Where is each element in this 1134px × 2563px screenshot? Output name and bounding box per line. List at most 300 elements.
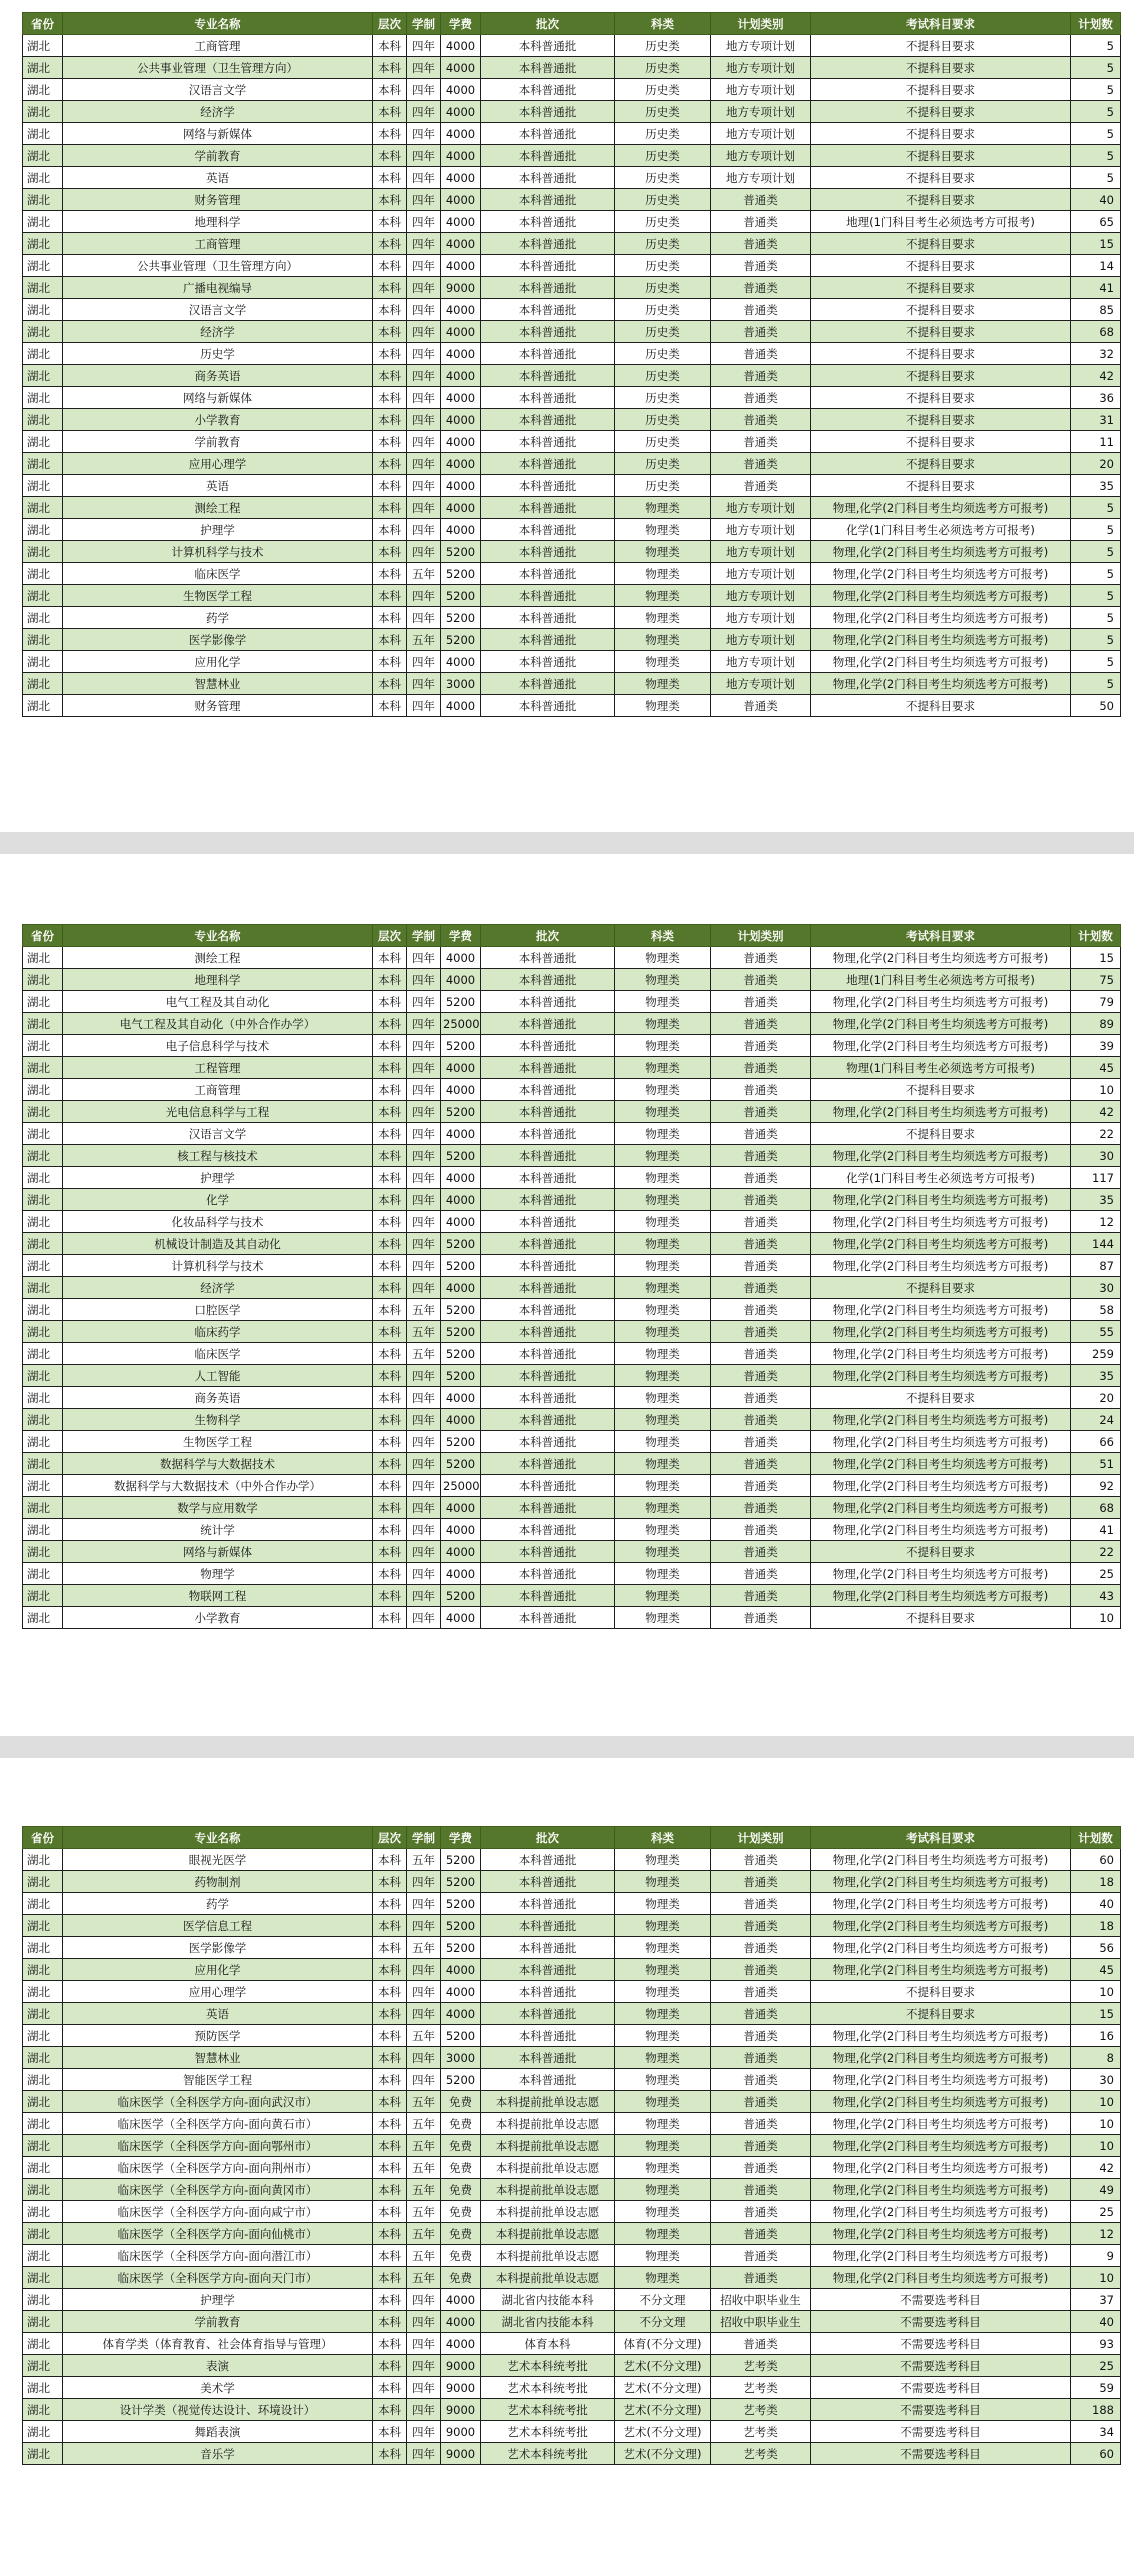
cell-plan-category: 普通类 <box>711 475 811 497</box>
cell-subject-category: 物理类 <box>615 673 711 695</box>
cell-province: 湖北 <box>23 1321 63 1343</box>
cell-major-name: 药学 <box>63 1893 373 1915</box>
cell-province: 湖北 <box>23 563 63 585</box>
cell-major-name: 汉语言文学 <box>63 1123 373 1145</box>
table-row <box>23 519 1121 541</box>
cell-major-name: 美术学 <box>63 2377 373 2399</box>
cell-subject-category: 物理类 <box>615 1475 711 1497</box>
cell-plan-count: 9 <box>1071 2245 1121 2267</box>
cell-province: 湖北 <box>23 2179 63 2201</box>
cell-exam-subject-requirement: 物理,化学(2门科目考生均须选考方可报考) <box>811 2157 1071 2179</box>
cell-province: 湖北 <box>23 1277 63 1299</box>
cell-duration: 四年 <box>407 1893 441 1915</box>
cell-province: 湖北 <box>23 1167 63 1189</box>
cell-duration: 四年 <box>407 1123 441 1145</box>
cell-major-name: 英语 <box>63 475 373 497</box>
cell-plan-category: 普通类 <box>711 1981 811 2003</box>
cell-subject-category: 物理类 <box>615 1959 711 1981</box>
cell-level: 本科 <box>373 1233 407 1255</box>
cell-plan-count: 10 <box>1071 1981 1121 2003</box>
cell-major-name: 临床医学 <box>63 1343 373 1365</box>
cell-tuition: 4000 <box>441 365 481 387</box>
cell-major-name: 小学教育 <box>63 1607 373 1629</box>
cell-plan-count: 5 <box>1071 167 1121 189</box>
cell-plan-count: 5 <box>1071 651 1121 673</box>
cell-major-name: 应用心理学 <box>63 453 373 475</box>
cell-subject-category: 物理类 <box>615 629 711 651</box>
cell-plan-category: 普通类 <box>711 1541 811 1563</box>
cell-province: 湖北 <box>23 299 63 321</box>
cell-major-name: 数据科学与大数据技术 <box>63 1453 373 1475</box>
cell-batch: 湖北省内技能本科 <box>481 2311 615 2333</box>
cell-duration: 四年 <box>407 453 441 475</box>
cell-exam-subject-requirement: 不提科目要求 <box>811 79 1071 101</box>
cell-major-name: 学前教育 <box>63 2311 373 2333</box>
cell-plan-category: 普通类 <box>711 387 811 409</box>
cell-tuition: 免费 <box>441 2223 481 2245</box>
cell-exam-subject-requirement: 物理(1门科目考生必须选考方可报考) <box>811 1057 1071 1079</box>
cell-exam-subject-requirement: 化学(1门科目考生必须选考方可报考) <box>811 1167 1071 1189</box>
cell-subject-category: 物理类 <box>615 1893 711 1915</box>
cell-duration: 四年 <box>407 233 441 255</box>
cell-province: 湖北 <box>23 1123 63 1145</box>
cell-subject-category: 历史类 <box>615 79 711 101</box>
cell-level: 本科 <box>373 1475 407 1497</box>
cell-province: 湖北 <box>23 277 63 299</box>
cell-major-name: 医学影像学 <box>63 629 373 651</box>
cell-plan-category: 普通类 <box>711 1343 811 1365</box>
cell-plan-category: 普通类 <box>711 1101 811 1123</box>
cell-batch: 本科普通批 <box>481 343 615 365</box>
cell-exam-subject-requirement: 物理,化学(2门科目考生均须选考方可报考) <box>811 2047 1071 2069</box>
cell-level: 本科 <box>373 365 407 387</box>
cell-plan-count: 35 <box>1071 1189 1121 1211</box>
cell-duration: 四年 <box>407 1057 441 1079</box>
cell-batch: 本科普通批 <box>481 1937 615 1959</box>
cell-batch: 本科普通批 <box>481 1387 615 1409</box>
cell-plan-category: 普通类 <box>711 2333 811 2355</box>
cell-tuition: 免费 <box>441 2267 481 2289</box>
column-header-level: 层次 <box>373 925 407 947</box>
cell-plan-category: 地方专项计划 <box>711 519 811 541</box>
cell-major-name: 智慧林业 <box>63 2047 373 2069</box>
cell-major-name: 音乐学 <box>63 2443 373 2465</box>
table-row <box>23 1189 1121 1211</box>
cell-major-name: 经济学 <box>63 321 373 343</box>
page-separator <box>0 1736 1134 1758</box>
page-separator <box>0 832 1134 854</box>
cell-plan-count: 18 <box>1071 1915 1121 1937</box>
cell-tuition: 4000 <box>441 211 481 233</box>
cell-plan-category: 普通类 <box>711 2201 811 2223</box>
cell-plan-count: 24 <box>1071 1409 1121 1431</box>
cell-level: 本科 <box>373 563 407 585</box>
cell-plan-count: 18 <box>1071 1871 1121 1893</box>
cell-tuition: 25000 <box>441 1013 481 1035</box>
cell-major-name: 商务英语 <box>63 365 373 387</box>
cell-major-name: 应用化学 <box>63 1959 373 1981</box>
cell-province: 湖北 <box>23 991 63 1013</box>
table-row <box>23 1233 1121 1255</box>
cell-exam-subject-requirement: 不提科目要求 <box>811 1541 1071 1563</box>
cell-major-name: 小学教育 <box>63 409 373 431</box>
cell-tuition: 5200 <box>441 2025 481 2047</box>
cell-province: 湖北 <box>23 453 63 475</box>
cell-batch: 本科提前批单设志愿 <box>481 2223 615 2245</box>
cell-tuition: 5200 <box>441 1101 481 1123</box>
cell-province: 湖北 <box>23 409 63 431</box>
cell-duration: 四年 <box>407 167 441 189</box>
cell-subject-category: 历史类 <box>615 277 711 299</box>
cell-duration: 四年 <box>407 2069 441 2091</box>
cell-tuition: 4000 <box>441 35 481 57</box>
cell-duration: 四年 <box>407 1541 441 1563</box>
cell-level: 本科 <box>373 277 407 299</box>
cell-level: 本科 <box>373 1123 407 1145</box>
cell-subject-category: 物理类 <box>615 1299 711 1321</box>
cell-plan-count: 58 <box>1071 1299 1121 1321</box>
cell-province: 湖北 <box>23 519 63 541</box>
cell-plan-count: 30 <box>1071 1145 1121 1167</box>
cell-subject-category: 物理类 <box>615 1541 711 1563</box>
cell-subject-category: 艺术(不分文理) <box>615 2443 711 2465</box>
cell-plan-count: 5 <box>1071 35 1121 57</box>
cell-level: 本科 <box>373 1299 407 1321</box>
cell-plan-count: 5 <box>1071 497 1121 519</box>
table-row <box>23 1079 1121 1101</box>
cell-duration: 五年 <box>407 2223 441 2245</box>
cell-batch: 本科普通批 <box>481 277 615 299</box>
cell-level: 本科 <box>373 497 407 519</box>
column-header-tuition: 学费 <box>441 13 481 35</box>
cell-batch: 本科普通批 <box>481 1013 615 1035</box>
cell-duration: 四年 <box>407 1431 441 1453</box>
cell-batch: 本科提前批单设志愿 <box>481 2135 615 2157</box>
table-row <box>23 541 1121 563</box>
cell-major-name: 汉语言文学 <box>63 79 373 101</box>
cell-plan-count: 25 <box>1071 2355 1121 2377</box>
cell-batch: 本科普通批 <box>481 57 615 79</box>
cell-major-name: 计算机科学与技术 <box>63 1255 373 1277</box>
table-row <box>23 1255 1121 1277</box>
cell-subject-category: 历史类 <box>615 35 711 57</box>
cell-plan-count: 16 <box>1071 2025 1121 2047</box>
cell-province: 湖北 <box>23 1541 63 1563</box>
table-row <box>23 1321 1121 1343</box>
table-row <box>23 1475 1121 1497</box>
cell-batch: 本科普通批 <box>481 1321 615 1343</box>
table-row <box>23 2135 1121 2157</box>
cell-plan-category: 普通类 <box>711 1365 811 1387</box>
table-row <box>23 1299 1121 1321</box>
cell-plan-category: 普通类 <box>711 1211 811 1233</box>
cell-level: 本科 <box>373 2003 407 2025</box>
table-row <box>23 2399 1121 2421</box>
cell-province: 湖北 <box>23 321 63 343</box>
cell-province: 湖北 <box>23 2245 63 2267</box>
cell-plan-category: 普通类 <box>711 2025 811 2047</box>
cell-tuition: 4000 <box>441 233 481 255</box>
table-row <box>23 1453 1121 1475</box>
cell-level: 本科 <box>373 541 407 563</box>
cell-batch: 本科普通批 <box>481 1981 615 2003</box>
cell-tuition: 4000 <box>441 2003 481 2025</box>
cell-plan-category: 普通类 <box>711 2113 811 2135</box>
cell-exam-subject-requirement: 不提科目要求 <box>811 145 1071 167</box>
cell-subject-category: 物理类 <box>615 1211 711 1233</box>
cell-duration: 四年 <box>407 2399 441 2421</box>
cell-major-name: 预防医学 <box>63 2025 373 2047</box>
cell-plan-count: 14 <box>1071 255 1121 277</box>
cell-plan-category: 普通类 <box>711 695 811 717</box>
cell-duration: 五年 <box>407 1343 441 1365</box>
cell-duration: 四年 <box>407 607 441 629</box>
cell-plan-category: 地方专项计划 <box>711 651 811 673</box>
cell-province: 湖北 <box>23 211 63 233</box>
cell-major-name: 统计学 <box>63 1519 373 1541</box>
cell-province: 湖北 <box>23 167 63 189</box>
cell-subject-category: 物理类 <box>615 1849 711 1871</box>
cell-province: 湖北 <box>23 651 63 673</box>
cell-exam-subject-requirement: 物理,化学(2门科目考生均须选考方可报考) <box>811 1233 1071 1255</box>
cell-level: 本科 <box>373 1959 407 1981</box>
cell-subject-category: 历史类 <box>615 101 711 123</box>
cell-plan-category: 普通类 <box>711 1607 811 1629</box>
cell-province: 湖北 <box>23 1057 63 1079</box>
cell-plan-count: 41 <box>1071 1519 1121 1541</box>
cell-plan-category: 地方专项计划 <box>711 57 811 79</box>
cell-level: 本科 <box>373 1607 407 1629</box>
cell-tuition: 5200 <box>441 1343 481 1365</box>
cell-province: 湖北 <box>23 431 63 453</box>
cell-plan-count: 85 <box>1071 299 1121 321</box>
cell-subject-category: 物理类 <box>615 1233 711 1255</box>
cell-subject-category: 物理类 <box>615 1013 711 1035</box>
cell-tuition: 4000 <box>441 1409 481 1431</box>
table-row <box>23 2003 1121 2025</box>
table-row <box>23 189 1121 211</box>
cell-plan-count: 45 <box>1071 1959 1121 1981</box>
cell-province: 湖北 <box>23 2311 63 2333</box>
cell-subject-category: 物理类 <box>615 1343 711 1365</box>
cell-batch: 本科普通批 <box>481 145 615 167</box>
cell-plan-category: 普通类 <box>711 2135 811 2157</box>
cell-batch: 本科普通批 <box>481 969 615 991</box>
cell-duration: 四年 <box>407 1519 441 1541</box>
cell-exam-subject-requirement: 不提科目要求 <box>811 343 1071 365</box>
cell-plan-count: 5 <box>1071 607 1121 629</box>
cell-major-name: 生物医学工程 <box>63 1431 373 1453</box>
cell-level: 本科 <box>373 2113 407 2135</box>
cell-subject-category: 物理类 <box>615 1871 711 1893</box>
cell-tuition: 5200 <box>441 1871 481 1893</box>
cell-plan-count: 75 <box>1071 969 1121 991</box>
cell-exam-subject-requirement: 物理,化学(2门科目考生均须选考方可报考) <box>811 1321 1071 1343</box>
cell-province: 湖北 <box>23 1233 63 1255</box>
cell-province: 湖北 <box>23 2223 63 2245</box>
cell-subject-category: 体育(不分文理) <box>615 2333 711 2355</box>
cell-exam-subject-requirement: 物理,化学(2门科目考生均须选考方可报考) <box>811 1453 1071 1475</box>
table-header-row <box>23 925 1121 947</box>
column-header-province: 省份 <box>23 13 63 35</box>
cell-duration: 四年 <box>407 101 441 123</box>
cell-major-name: 工程管理 <box>63 1057 373 1079</box>
cell-province: 湖北 <box>23 1409 63 1431</box>
cell-major-name: 化妆品科学与技术 <box>63 1211 373 1233</box>
cell-plan-category: 普通类 <box>711 1189 811 1211</box>
cell-plan-category: 普通类 <box>711 343 811 365</box>
cell-tuition: 免费 <box>441 2201 481 2223</box>
cell-subject-category: 历史类 <box>615 431 711 453</box>
cell-tuition: 免费 <box>441 2113 481 2135</box>
cell-level: 本科 <box>373 607 407 629</box>
cell-duration: 四年 <box>407 321 441 343</box>
cell-batch: 本科普通批 <box>481 365 615 387</box>
table-row <box>23 991 1121 1013</box>
cell-batch: 本科普通批 <box>481 79 615 101</box>
table-row <box>23 1915 1121 1937</box>
cell-plan-category: 普通类 <box>711 189 811 211</box>
cell-subject-category: 物理类 <box>615 1453 711 1475</box>
cell-subject-category: 物理类 <box>615 969 711 991</box>
table-row <box>23 2091 1121 2113</box>
cell-major-name: 智能医学工程 <box>63 2069 373 2091</box>
cell-level: 本科 <box>373 387 407 409</box>
table-row <box>23 695 1121 717</box>
cell-major-name: 舞蹈表演 <box>63 2421 373 2443</box>
cell-tuition: 4000 <box>441 1277 481 1299</box>
cell-province: 湖北 <box>23 1387 63 1409</box>
column-header-exam-subject-requirement: 考试科目要求 <box>811 925 1071 947</box>
cell-exam-subject-requirement: 不提科目要求 <box>811 409 1071 431</box>
cell-duration: 四年 <box>407 1013 441 1035</box>
cell-province: 湖北 <box>23 2025 63 2047</box>
cell-level: 本科 <box>373 2245 407 2267</box>
cell-level: 本科 <box>373 1167 407 1189</box>
cell-exam-subject-requirement: 物理,化学(2门科目考生均须选考方可报考) <box>811 1255 1071 1277</box>
cell-batch: 本科普通批 <box>481 585 615 607</box>
table-row <box>23 2179 1121 2201</box>
cell-tuition: 5200 <box>441 1255 481 1277</box>
cell-tuition: 4000 <box>441 299 481 321</box>
cell-level: 本科 <box>373 1057 407 1079</box>
cell-level: 本科 <box>373 35 407 57</box>
cell-subject-category: 历史类 <box>615 453 711 475</box>
cell-level: 本科 <box>373 673 407 695</box>
cell-plan-category: 普通类 <box>711 1387 811 1409</box>
cell-tuition: 5200 <box>441 1849 481 1871</box>
cell-province: 湖北 <box>23 2201 63 2223</box>
cell-tuition: 5200 <box>441 991 481 1013</box>
cell-tuition: 4000 <box>441 1519 481 1541</box>
cell-duration: 四年 <box>407 585 441 607</box>
cell-batch: 本科普通批 <box>481 1849 615 1871</box>
cell-province: 湖北 <box>23 629 63 651</box>
cell-batch: 本科普通批 <box>481 1365 615 1387</box>
cell-duration: 四年 <box>407 1365 441 1387</box>
cell-exam-subject-requirement: 不提科目要求 <box>811 255 1071 277</box>
cell-tuition: 4000 <box>441 497 481 519</box>
cell-exam-subject-requirement: 物理,化学(2门科目考生均须选考方可报考) <box>811 2091 1071 2113</box>
cell-tuition: 4000 <box>441 651 481 673</box>
cell-plan-category: 普通类 <box>711 431 811 453</box>
cell-major-name: 公共事业管理（卫生管理方向） <box>63 57 373 79</box>
table-row <box>23 629 1121 651</box>
cell-tuition: 4000 <box>441 475 481 497</box>
cell-batch: 本科普通批 <box>481 629 615 651</box>
cell-subject-category: 物理类 <box>615 2025 711 2047</box>
cell-duration: 四年 <box>407 1981 441 2003</box>
cell-duration: 四年 <box>407 431 441 453</box>
cell-plan-category: 普通类 <box>711 1453 811 1475</box>
cell-batch: 本科提前批单设志愿 <box>481 2179 615 2201</box>
column-header-subject-category: 科类 <box>615 925 711 947</box>
cell-exam-subject-requirement: 不提科目要求 <box>811 57 1071 79</box>
table-row <box>23 233 1121 255</box>
cell-exam-subject-requirement: 物理,化学(2门科目考生均须选考方可报考) <box>811 2113 1071 2135</box>
cell-tuition: 4000 <box>441 1387 481 1409</box>
cell-plan-category: 普通类 <box>711 277 811 299</box>
cell-exam-subject-requirement: 不提科目要求 <box>811 475 1071 497</box>
cell-plan-category: 招收中职毕业生 <box>711 2311 811 2333</box>
cell-tuition: 4000 <box>441 2289 481 2311</box>
cell-subject-category: 物理类 <box>615 2113 711 2135</box>
cell-province: 湖北 <box>23 2069 63 2091</box>
cell-subject-category: 物理类 <box>615 1167 711 1189</box>
table-row <box>23 365 1121 387</box>
cell-level: 本科 <box>373 1145 407 1167</box>
cell-province: 湖北 <box>23 475 63 497</box>
cell-duration: 五年 <box>407 2201 441 2223</box>
cell-province: 湖北 <box>23 343 63 365</box>
cell-level: 本科 <box>373 2399 407 2421</box>
cell-batch: 湖北省内技能本科 <box>481 2289 615 2311</box>
cell-plan-category: 地方专项计划 <box>711 563 811 585</box>
cell-province: 湖北 <box>23 1915 63 1937</box>
table-row <box>23 2377 1121 2399</box>
cell-batch: 本科普通批 <box>481 1343 615 1365</box>
table-row <box>23 2113 1121 2135</box>
cell-duration: 五年 <box>407 1299 441 1321</box>
cell-province: 湖北 <box>23 1585 63 1607</box>
cell-exam-subject-requirement: 不提科目要求 <box>811 101 1071 123</box>
cell-plan-category: 地方专项计划 <box>711 673 811 695</box>
cell-batch: 本科普通批 <box>481 1497 615 1519</box>
cell-exam-subject-requirement: 物理,化学(2门科目考生均须选考方可报考) <box>811 2069 1071 2091</box>
table-row <box>23 2311 1121 2333</box>
cell-exam-subject-requirement: 不提科目要求 <box>811 695 1071 717</box>
cell-level: 本科 <box>373 2135 407 2157</box>
cell-province: 湖北 <box>23 1079 63 1101</box>
cell-duration: 四年 <box>407 2289 441 2311</box>
cell-exam-subject-requirement: 物理,化学(2门科目考生均须选考方可报考) <box>811 1189 1071 1211</box>
cell-plan-count: 31 <box>1071 409 1121 431</box>
cell-major-name: 网络与新媒体 <box>63 1541 373 1563</box>
column-header-exam-subject-requirement: 考试科目要求 <box>811 1827 1071 1849</box>
cell-subject-category: 物理类 <box>615 2003 711 2025</box>
cell-major-name: 机械设计制造及其自动化 <box>63 1233 373 1255</box>
table-row <box>23 299 1121 321</box>
cell-exam-subject-requirement: 不提科目要求 <box>811 365 1071 387</box>
cell-major-name: 网络与新媒体 <box>63 123 373 145</box>
cell-duration: 五年 <box>407 2267 441 2289</box>
cell-plan-category: 地方专项计划 <box>711 35 811 57</box>
cell-subject-category: 物理类 <box>615 563 711 585</box>
cell-level: 本科 <box>373 299 407 321</box>
cell-province: 湖北 <box>23 969 63 991</box>
cell-plan-category: 普通类 <box>711 365 811 387</box>
cell-plan-category: 地方专项计划 <box>711 79 811 101</box>
